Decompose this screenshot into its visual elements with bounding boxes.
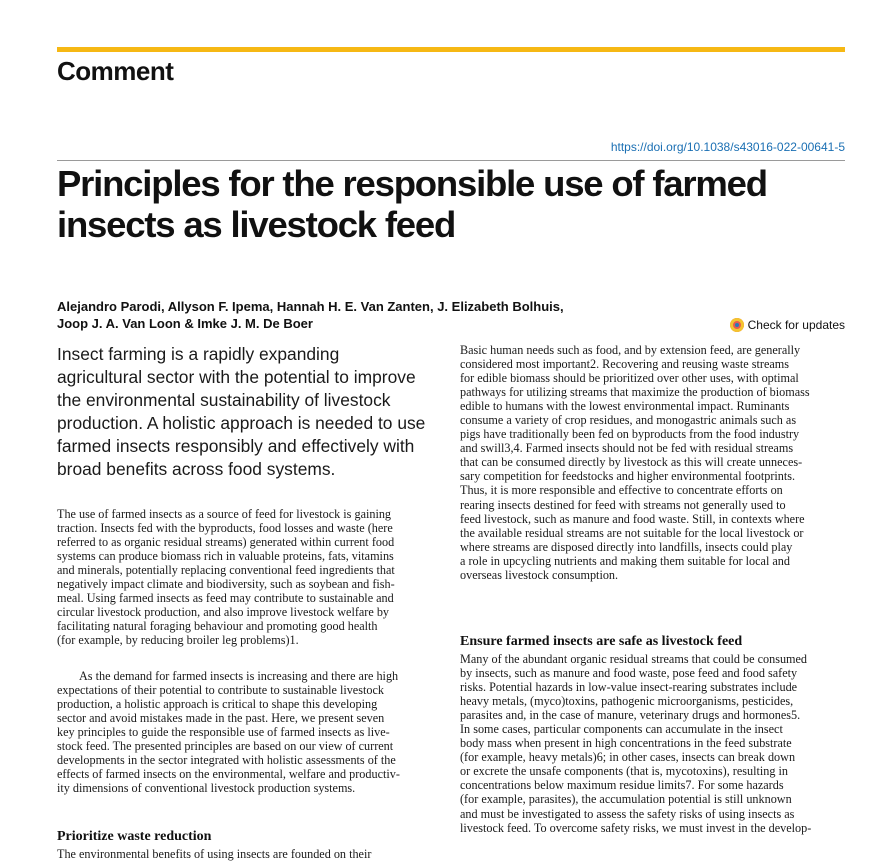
section-accent-bar: [57, 47, 845, 52]
body-line: pathways for utilizing streams that maximize the production of biomass: [460, 385, 810, 400]
body-line: the available residual streams are not suitable for the local livestock or: [460, 525, 804, 540]
body-line: Thus, it is more responsible and effective to concentrate efforts on: [460, 483, 783, 498]
body-line: production, a holistic approach is critical to shape this developing: [57, 697, 378, 712]
body-line: or excrete the unsafe components (that is, mycotoxins), resulting in: [460, 764, 788, 779]
body-line: As the demand for farmed insects is increasing and there are high: [79, 669, 399, 683]
body-line: systems can produce biomass rich in valuable proteins, fats, vitamins: [57, 549, 394, 564]
body-line: circular livestock production, and also improve livestock welfare by: [57, 605, 390, 620]
section-label: Comment: [57, 56, 174, 86]
body-line: considered most important2. Recovering and reusing waste streams: [460, 357, 789, 372]
body-line: facilitating natural foraging behaviour and promoting good health: [57, 619, 378, 634]
body-line: referred to as organic residual streams) generated within current food: [57, 535, 395, 550]
body-line: The use of farmed insects as a source of feed for livestock is gaining: [57, 507, 392, 521]
body-line: (for example, parasites), the accumulation potential is still unknown: [460, 792, 792, 807]
standfirst: [57, 343, 452, 481]
body-line: consume a variety of crop residues, and monogastric animals such as: [460, 413, 797, 428]
crossmark-icon: [730, 318, 744, 332]
section-heading: Prioritize waste reduction: [57, 829, 212, 844]
body-line: sector and avoid mistakes made in the past. Here, we present seven: [57, 711, 385, 726]
body-line: meal. Using farmed insects as feed may contribute to sustainable and: [57, 591, 394, 606]
body-line: negatively impact climate and biodiversity, such as soybean and fish-: [57, 577, 395, 592]
body-line: The environmental benefits of using insects are founded on their: [57, 847, 372, 861]
body-line: rearing insects destined for feed with streams not generally used to: [460, 497, 786, 512]
body-line: concentrations below maximum residue limits7. For some hazards: [460, 778, 784, 793]
body-line: pigs have traditionally been fed on byproducts from the food industry: [460, 427, 800, 442]
body-paragraph-5: [460, 652, 846, 835]
body-line: for edible biomass should be prioritized over other uses, with optimal: [460, 371, 799, 386]
body-line: feed livestock, such as manure and food waste. Still, in contexts where: [460, 511, 805, 526]
body-line: sary competition for feedstocks and higher environmental footprints.: [460, 469, 796, 484]
body-paragraph-4: [460, 343, 846, 582]
body-line: effects of farmed insects on the environmental, welfare and productiv-: [57, 767, 400, 782]
body-line: (for example, by reducing broiler leg problems)1.: [57, 633, 299, 648]
author-line: Joop J. A. Van Loon & Imke J. M. De Boer: [57, 316, 313, 331]
body-line: by insects, such as manure and food waste, pose feed and food safety: [460, 666, 798, 681]
body-line: stock feed. The presented principles are based on our view of current: [57, 739, 394, 754]
body-line: traction. Insects fed with the byproducts, food losses and waste (here: [57, 521, 393, 536]
standfirst-line: the environmental sustainability of livestock: [57, 390, 391, 410]
body-line: and minerals, potentially replacing conventional feed ingredients that: [57, 563, 395, 578]
body-paragraph-2: [57, 669, 445, 795]
doi-link[interactable]: https://doi.org/10.1038/s43016-022-00641-5: [610, 140, 845, 154]
title-line: Principles for the responsible use of farmed: [57, 163, 767, 204]
body-line: that can be consumed directly by livestock as this will create unneces-: [460, 455, 803, 470]
body-line: heavy metals, (myco)toxins, pathogenic microorganisms, pesticides,: [460, 694, 794, 709]
body-line: expectations of their potential to contribute to sustainable livestock: [57, 683, 384, 698]
body-line: a role in upcycling nutrients and making them suitable for local and: [460, 553, 790, 568]
body-line: and must be investigated to assess the safety risks of using insects as: [460, 806, 795, 821]
author-list: [57, 298, 697, 332]
standfirst-line: Insect farming is a rapidly expanding: [57, 344, 340, 364]
body-paragraph-1: [57, 507, 445, 647]
section-heading: Ensure farmed insects are safe as livestock feed: [460, 634, 743, 649]
standfirst-line: farmed insects responsibly and effectively with: [57, 436, 415, 456]
body-line: overseas livestock consumption.: [460, 567, 619, 582]
title-line: insects as livestock feed: [57, 204, 456, 245]
check-updates-label: Check for updates: [747, 318, 845, 332]
body-line: (for example, heavy metals)6; in other cases, insects can break down: [460, 750, 796, 765]
body-line: key principles to guide the responsible use of farmed insects as live-: [57, 725, 390, 740]
body-line: developments in the sector integrated with holistic assessments of the: [57, 753, 396, 768]
body-line: body mass when present in high concentrations in the feed substrate: [460, 736, 792, 751]
body-line: Many of the abundant organic residual streams that could be consumed: [460, 652, 808, 666]
body-line: livestock feed. To overcome safety risks, we must invest in the develop-: [460, 820, 812, 835]
author-line: Alejandro Parodi, Allyson F. Ipema, Hannah H. E. Van Zanten, J. Elizabeth Bolhuis,: [57, 299, 564, 314]
standfirst-line: production. A holistic approach is needed to use: [57, 413, 426, 433]
body-line: risks. Potential hazards in low-value insect-rearing substrates include: [460, 680, 798, 695]
body-line: ity dimensions of conventional livestock production systems.: [57, 781, 356, 796]
header-divider: [57, 160, 845, 161]
body-line: parasites and, in the case of manure, veterinary drugs and hormones5.: [460, 708, 801, 723]
check-for-updates-button[interactable]: [730, 318, 845, 332]
body-line: In some cases, particular components can accumulate in the insect: [460, 722, 783, 737]
body-line: Basic human needs such as food, and by extension feed, are generally: [460, 343, 801, 357]
standfirst-line: agricultural sector with the potential to improve: [57, 367, 416, 387]
body-line: and swill3,4. Farmed insects should not be fed with residual streams: [460, 441, 794, 456]
article-title: [57, 163, 847, 245]
body-line: edible to humans with the lowest environmental impact. Ruminants: [460, 399, 790, 414]
body-paragraph-3: [57, 847, 445, 861]
body-line: where streams are disposed directly into landfills, insects could play: [460, 539, 793, 554]
standfirst-line: broad benefits across food systems.: [57, 459, 336, 479]
